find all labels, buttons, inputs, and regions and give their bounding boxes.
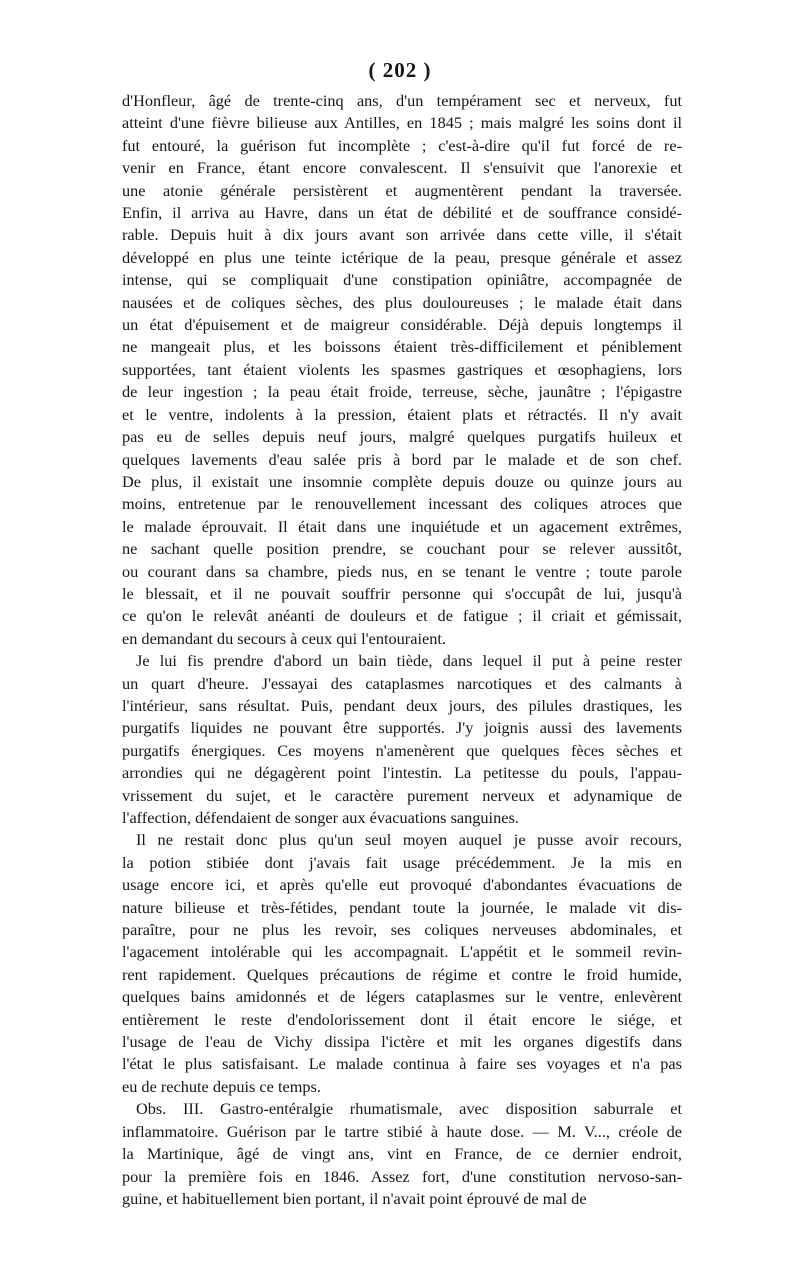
text-line: et le ventre, indolents à la pression, étaient plats et rétractés. Il n'y avait [122,404,682,424]
text-line: l'intérieur, sans résultat. Puis, pendant deux jours, des pilules drastiques, les [122,695,682,715]
text-line: le blessait, et il ne pouvait souffrir personne qui s'occupât de lui, jusqu'à [122,583,682,603]
paragraph-case-continuation [122,90,682,650]
text-line: l'usage de l'eau de Vichy dissipa l'ictère et mit les organes digestifs dans [122,1032,682,1052]
text-line: atteint d'une fièvre bilieuse aux Antilles, en 1845 ; mais malgré les soins dont il [122,113,682,133]
text-line: guine, et habituellement bien portant, il n'avait point éprouvé de mal de [122,1188,587,1208]
text-line: quelques bains amidonnés et de légers cataplasmes sur le ventre, enlevèrent [122,987,682,1007]
text-line: développé en plus une teinte ictérique de la peau, presque générale et assez [122,247,682,267]
text-line: Enfin, il arriva au Havre, dans un état de débilité et de souffrance considé- [122,203,682,223]
paragraph-treatment [122,650,682,829]
text-line: pour la première fois en 1846. Assez fort, d'une constitution nervoso-san- [122,1166,682,1186]
text-line: l'état le plus satisfaisant. Le malade continua à faire ses voyages et n'a pas [122,1054,682,1074]
text-line: nausées et de coliques sèches, des plus douloureuses ; le malade était dans [122,292,682,312]
text-line: paraître, pour ne plus les revoir, ses coliques nerveuses abdominales, et [122,920,682,940]
text-line: Je lui fis prendre d'abord un bain tiède, dans lequel il put à peine rester [136,651,682,671]
text-line: vrissement du sujet, et le caractère purement nerveux et adynamique de [122,785,682,805]
text-line: purgatifs énergiques. Ces moyens n'amenèrent que quelques fèces sèches et [122,740,682,760]
text-line: d'Honfleur, âgé de trente-cinq ans, d'un tempérament sec et nerveux, fut [122,91,682,110]
paragraph-observation-iii [122,1098,682,1210]
text-line: Obs. III. Gastro-entéralgie rhumatismale, avec disposition saburrale et [136,1099,682,1119]
text-line: un état d'épuisement et de maigreur considérable. Déjà depuis longtemps il [122,315,682,335]
text-line: De plus, il existait une insomnie complète depuis douze ou quinze jours au [122,471,682,491]
text-line: inflammatoire. Guérison par le tartre stibié à haute dose. — M. V..., créole de [122,1121,682,1141]
text-line: venir en France, étant encore convalescent. Il s'ensuivit que l'anorexie et [122,158,682,178]
text-line: arrondies qui ne dégagèrent point l'intestin. La petitesse du pouls, l'appau- [122,763,682,783]
text-line: ne mangeait plus, et les boissons étaient très-difficilement et péniblement [122,337,682,357]
text-line: de leur ingestion ; la peau était froide, terreuse, sèche, jaunâtre ; l'épigastre [122,382,682,402]
text-line: fut entouré, la guérison fut incomplète ; c'est-à-dire qu'il fut forcé de re- [122,135,682,155]
text-line: ne sachant quelle position prendre, se couchant pour se relever aussitôt, [122,539,682,559]
page-number: ( 202 ) [368,58,432,82]
text-line: une atonie générale persistèrent et augmentèrent pendant la traversée. [122,180,682,200]
text-line: rable. Depuis huit à dix jours avant son arrivée dans cette ville, il s'était [122,225,682,245]
text-line: eu de rechute depuis ce temps. [122,1076,321,1096]
text-line: rent rapidement. Quelques précautions de régime et contre le froid humide, [122,964,682,984]
text-line: pas eu de selles depuis neuf jours, malgré quelques purgatifs huileux et [122,427,682,447]
paragraph-outcome [122,829,682,1098]
text-line: un quart d'heure. J'essayai des cataplasmes narcotiques et des calmants à [122,673,682,693]
text-line: usage encore ici, et après qu'elle eut provoqué d'abondantes évacuations de [122,875,682,895]
body-text [122,90,682,1210]
text-line: moins, entretenue par le renouvellement incessant des coliques atroces que [122,494,682,514]
text-line: nature bilieuse et très-fétides, pendant toute la journée, le malade vit dis- [122,897,682,917]
text-line: quelques lavements d'eau salée pris à bord par le malade et de son chef. [122,449,682,469]
text-line: purgatifs liquides ne pouvant être supportés. J'y joignis aussi des lavements [122,718,682,738]
text-line: ou courant dans sa chambre, pieds nus, en se tenant le ventre ; toute parole [122,561,682,581]
text-line: intense, qui se compliquait d'une constipation opiniâtre, accompagnée de [122,270,682,290]
text-line: supportées, tant étaient violents les spasmes gastriques et œsophagiens, lors [122,359,682,379]
text-line: ce qu'on le relevât anéanti de douleurs et de fatigue ; il criait et gémissait, [122,606,682,626]
text-line: l'agacement intolérable qui les accompagnait. L'appétit et le sommeil revin- [122,942,682,962]
text-line: entièrement le reste d'endolorissement dont il était encore le siége, et [122,1009,682,1029]
text-line: la potion stibiée dont j'avais fait usage précédemment. Je la mis en [122,852,682,872]
text-line: en demandant du secours à ceux qui l'entouraient. [122,628,446,648]
text-line: Il ne restait donc plus qu'un seul moyen auquel je pusse avoir recours, [136,830,682,850]
text-line: la Martinique, âgé de vingt ans, vint en France, de ce dernier endroit, [122,1144,682,1164]
text-line: l'affection, défendaient de songer aux évacuations sanguines. [122,808,519,827]
text-line: le malade éprouvait. Il était dans une inquiétude et un agacement extrêmes, [122,516,682,536]
